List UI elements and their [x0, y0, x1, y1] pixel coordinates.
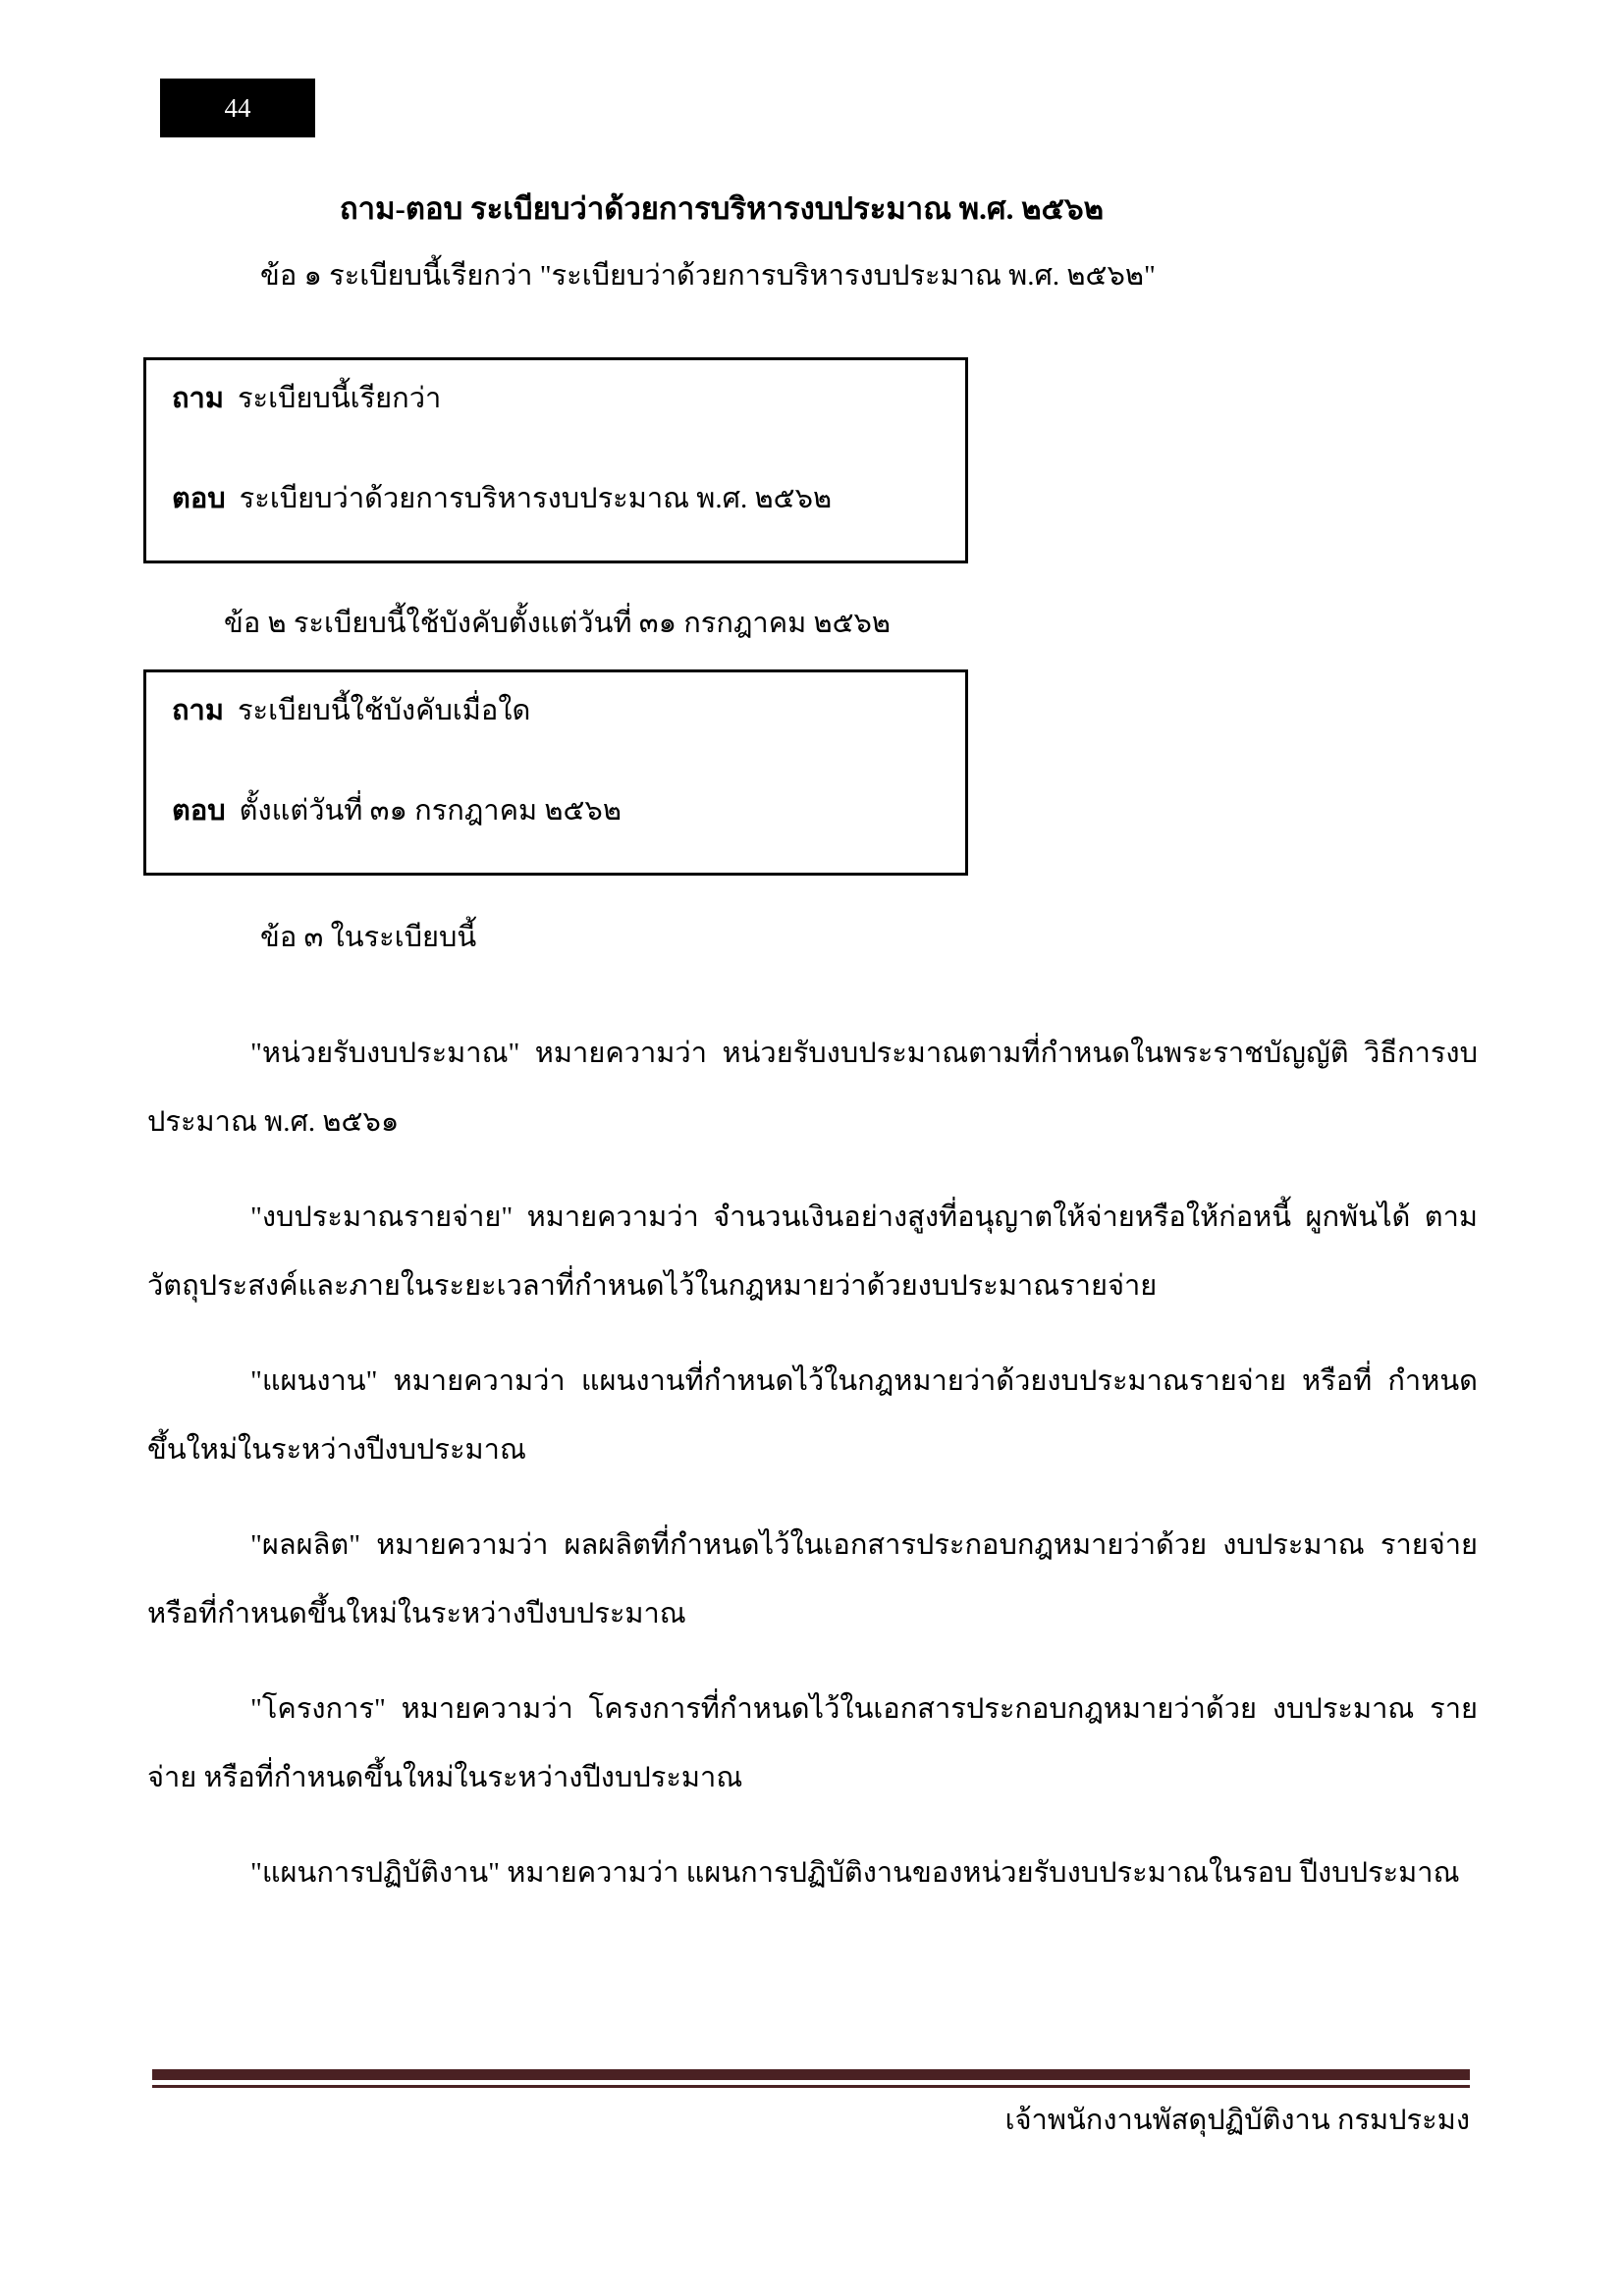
qa-box-2	[143, 669, 968, 876]
footer-signature: เจ้าพนักงานพัสดุปฏิบัติงาน กรมประมง	[1004, 2105, 1470, 2136]
definition-paragraph-project: "โครงการ" หมายความว่า โครงการที่กำหนดไว้ในเอกสารประกอบกฎหมายว่าด้วย งบประมาณ รายจ่าย หรือที่กำหนดขึ้นใหม่ในระหว่างปีงบประมาณ	[147, 1693, 1478, 1793]
qa-2-answer-label: ตอบ	[172, 795, 226, 827]
clause-3: ข้อ ๓ ในระเบียบนี้	[260, 922, 477, 953]
document-body	[147, 187, 1478, 1907]
definition-paragraph-output: "ผลผลิต" หมายความว่า ผลผลิตที่กำหนดไว้ในเอกสารประกอบกฎหมายว่าด้วย งบประมาณ รายจ่าย หรือที่กำหนดขึ้นใหม่ในระหว่างปีงบประมาณ	[147, 1529, 1478, 1629]
qa-2-question-label: ถาม	[172, 695, 224, 726]
qa-box-1	[143, 357, 968, 563]
definition-paragraph-expenditure-budget: "งบประมาณรายจ่าย" หมายความว่า จำนวนเงินอย่างสูงที่อนุญาตให้จ่ายหรือให้ก่อหนี้ ผูกพันได้ ตามวัตถุประสงค์และภายในระยะเวลาที่กำหนดไว้ในกฎหมายว่าด้วยงบประมาณรายจ่าย	[147, 1201, 1478, 1302]
qa-2-question-text: ระเบียบนี้ใช้บังคับเมื่อใด	[237, 695, 531, 726]
page-number-badge	[160, 79, 315, 137]
qa-2-answer-text: ตั้งแต่วันที่ ๓๑ กรกฎาคม ๒๕๖๒	[239, 795, 622, 827]
clause-2: ข้อ ๒ ระเบียบนี้ใช้บังคับตั้งแต่วันที่ ๓๑ กรกฎาคม ๒๕๖๒	[224, 608, 892, 639]
qa-1-question-line	[172, 376, 940, 421]
qa-1-answer-label: ตอบ	[172, 483, 226, 514]
footer-rule-thick	[152, 2069, 1470, 2080]
document-title: ถาม-ตอบ ระเบียบว่าด้วยการบริหารงบประมาณ พ.ศ. ๒๕๖๒	[339, 191, 1105, 226]
qa-1-question-label: ถาม	[172, 383, 224, 414]
qa-1-answer-text: ระเบียบว่าด้วยการบริหารงบประมาณ พ.ศ. ๒๕๖๒	[239, 483, 833, 514]
footer-rule-thin	[152, 2085, 1470, 2088]
definition-paragraph-budget-recipient: "หน่วยรับงบประมาณ" หมายความว่า หน่วยรับงบประมาณตามที่กำหนดในพระราชบัญญัติ วิธีการงบประมาณ พ.ศ. ๒๕๖๑	[147, 1038, 1478, 1138]
qa-2-question-line	[172, 688, 940, 733]
qa-2-answer-line	[172, 788, 940, 833]
definition-paragraph-plan: "แผนงาน" หมายความว่า แผนงานที่กำหนดไว้ในกฎหมายว่าด้วยงบประมาณรายจ่าย หรือที่ กำหนดขึ้นใหม่ในระหว่างปีงบประมาณ	[147, 1365, 1478, 1466]
definition-paragraph-operation-plan: "แผนการปฏิบัติงาน" หมายความว่า แผนการปฏิบัติงานของหน่วยรับงบประมาณในรอบ ปีงบประมาณ	[250, 1857, 1460, 1889]
qa-1-answer-line	[172, 476, 940, 521]
page-footer	[152, 2069, 1470, 2143]
page-number: 44	[224, 92, 251, 123]
clause-1: ข้อ ๑ ระเบียบนี้เรียกว่า "ระเบียบว่าด้วยการบริหารงบประมาณ พ.ศ. ๒๕๖๒"	[260, 260, 1156, 292]
qa-1-question-text: ระเบียบนี้เรียกว่า	[237, 383, 442, 414]
